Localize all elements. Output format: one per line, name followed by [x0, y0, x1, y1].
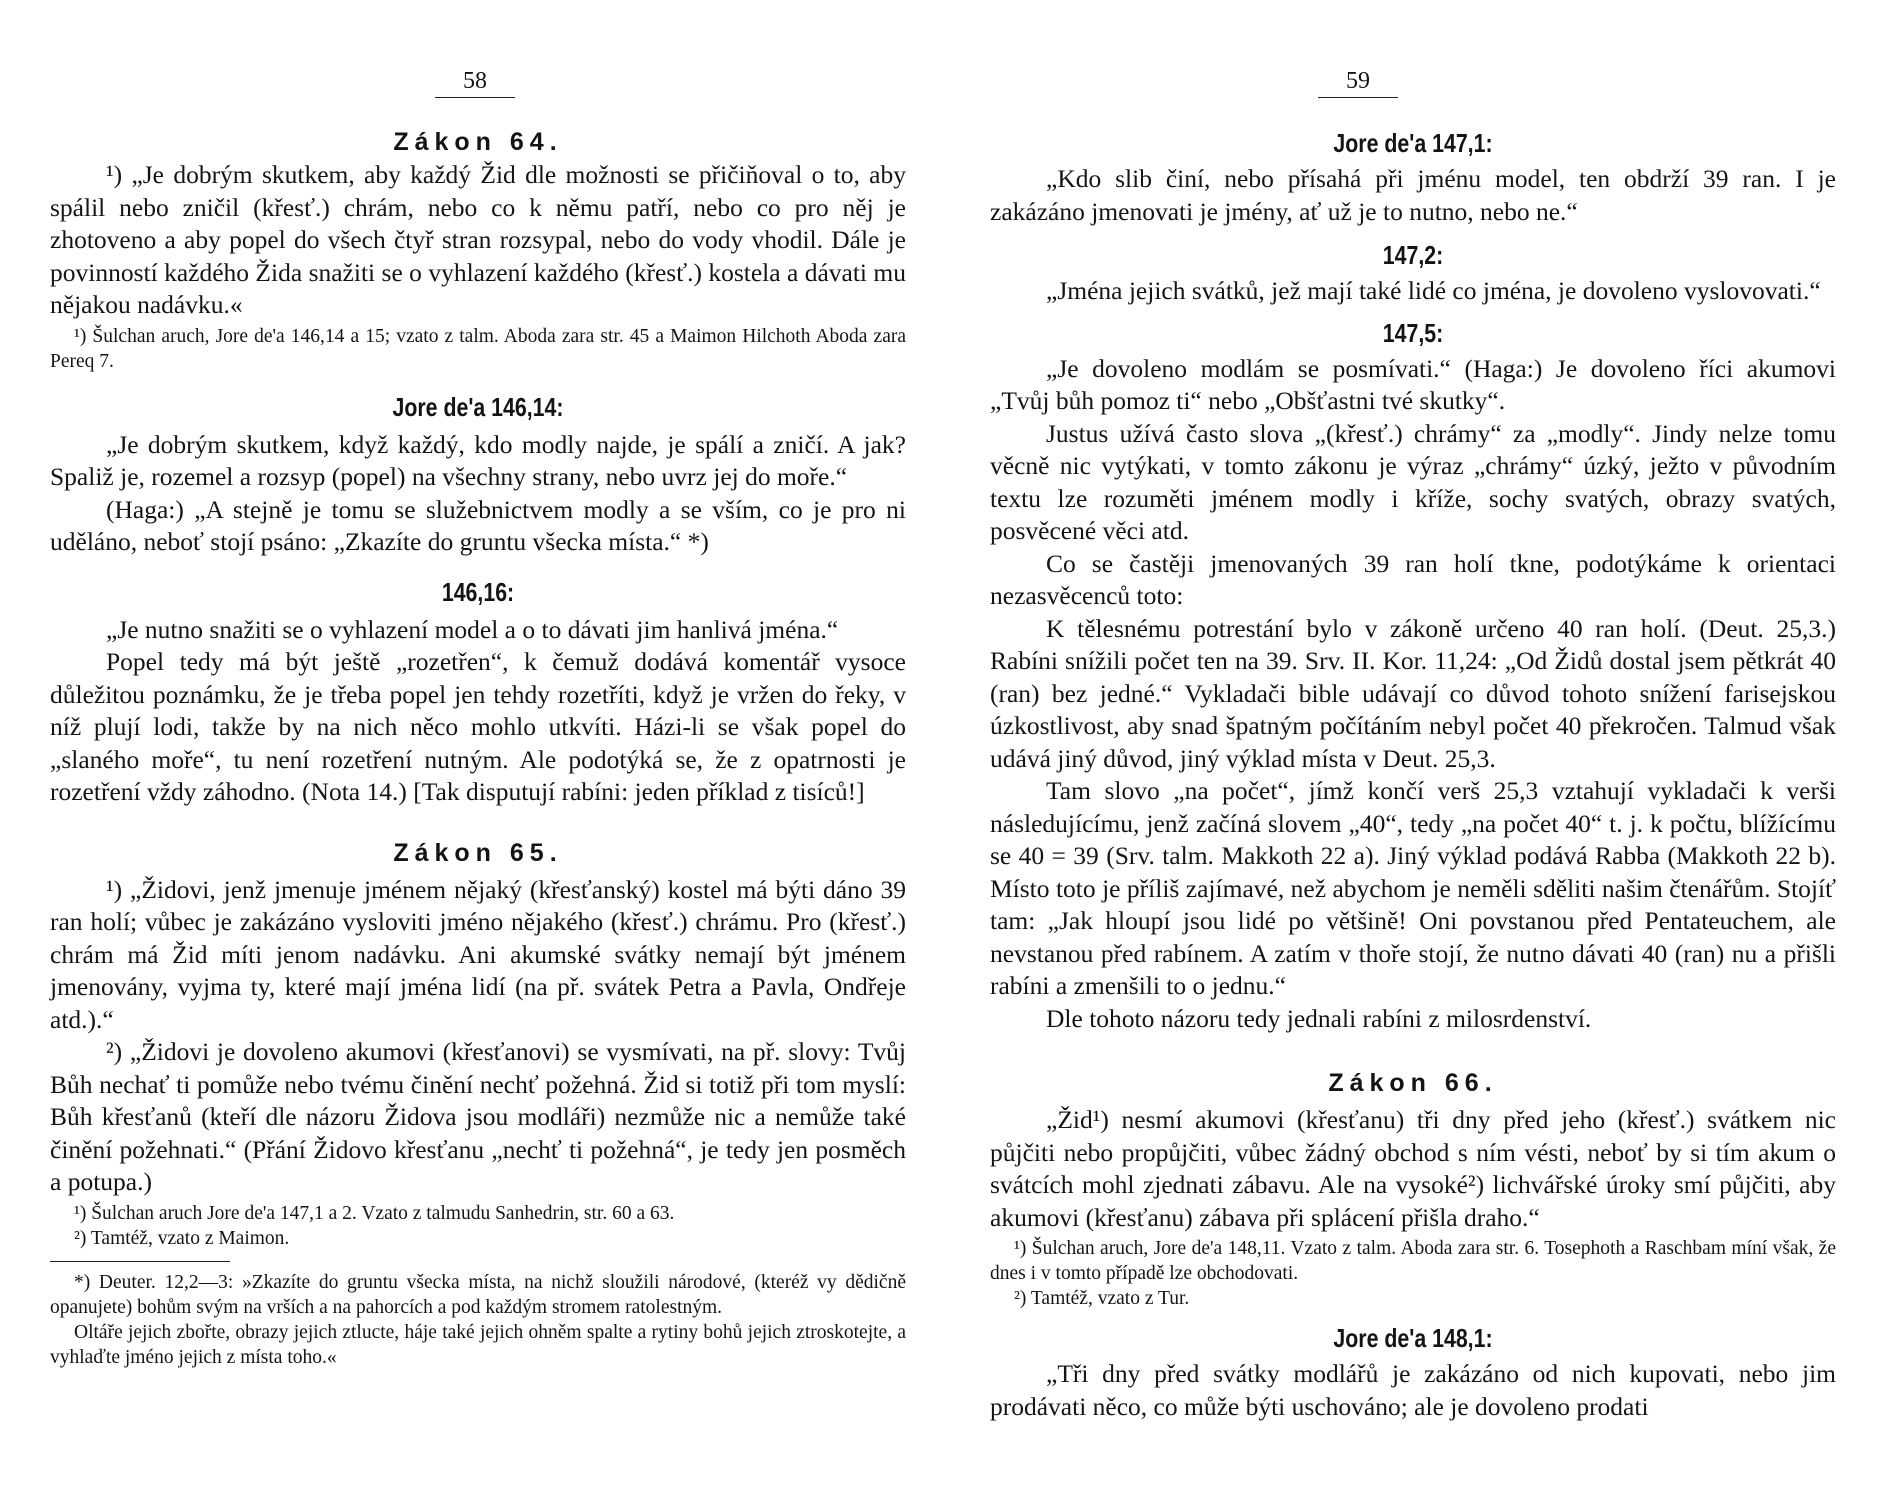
zakon-64-text: ¹) „Je dobrým skutkem, aby každý Žid dle možnosti se přičiňoval o to, aby spálil nebo zničil (křesť.) chrám, nebo co k němu patří, nebo co pro něj je zhotoveno a aby popel do všech čtyř stran rozsypal, nebo do vody vhodil. Dále je povinností každého Žida snažiti se o vyhlazení každého (křesť.) kostela a dávati mu nějakou nadávku.« — [50, 160, 906, 319]
page-number-left: 58 — [435, 68, 515, 98]
heading-zakon-64: Zákon 64. — [393, 128, 563, 156]
jore-146-14-text: „Je dobrým skutkem, když každý, kdo modly najde, je spálí a zničí. A jak? Spaliž je, rozemel a rozsyp (popel) na všechny strany, nebo uvrz jej do moře.“ — [50, 429, 906, 491]
deuteronomy-footnote-1: *) Deuter. 12,2—3: »Zkazíte do gruntu všecka místa, na nichž sloužili národové, (kteréž vy dědičně opanujete) bohům svým na vrších a na pahorcích a pod každým stromem ratolestným. — [50, 1271, 906, 1318]
zakon-64-footnote: ¹) Šulchan aruch, Jore de'a 146,14 a 15; vzato z talm. Aboda zara str. 45 a Maimon Hilchoth Aboda zara Pereq 7. — [50, 325, 906, 372]
heading-147-2: 147,2: — [1382, 240, 1444, 270]
zakon-66-footnote-1: ¹) Šulchan aruch, Jore de'a 148,11. Vzato z talm. Aboda zara str. 6. Tosephoth a Raschbam míní však, že dnes i v tomto případě lze obchodovati. — [990, 1238, 1836, 1284]
zakon-65-footnote-2: ²) Tamtéž, vzato z Maimon. — [74, 1227, 290, 1249]
zakon-66-text: „Žid¹) nesmí akumovi (křesťanu) tři dny před jeho (křesť.) svátkem nic půjčiti nebo propůjčiti, vůbec žádný obchod s ním vésti, neboť by si tím akum o svátcích mohl zjednati zábavu. Ale na vysoké²) lichvářské úroky smí půjčiti, aby akumovi (křesťanu) zábava při splácení přišla draho.“ — [990, 1105, 1836, 1232]
heading-zakon-65: Zákon 65. — [393, 838, 563, 867]
jore-147-1-text: „Kdo slib činí, nebo přísahá při jménu model, ten obdrží 39 ran. I je zakázáno jmenovati je jmény, ať už je to nutno, nebo ne.“ — [990, 164, 1836, 226]
deuteronomy-footnote-2: Oltáře jejich zbořte, obrazy jejich ztlucte, háje také jejich ohněm spalte a rytiny bohů jejich ztroskotejte, a vyhlaďte jméno jejich z místa toho.« — [50, 1321, 906, 1368]
heading-zakon-66: Zákon 66. — [1328, 1069, 1498, 1097]
heading-147-5: 147,5: — [1382, 317, 1444, 348]
orientation-note: Co se častěji jmenovaných 39 ran holí tkne, podotýkáme k orientaci nezasvěcenců toto: — [990, 548, 1836, 610]
heading-jore-148-1: Jore de'a 148,1: — [1333, 1323, 1493, 1353]
zakon-66-footnote-2: ²) Tamtéž, vzato z Tur. — [1014, 1288, 1190, 1309]
jore-147-2-text: „Jména jejich svátků, jež mají také lidé co jména, je dovoleno vyslovovati.“ — [1046, 276, 1821, 305]
heading-jore-146-14: Jore de'a 146,14: — [392, 391, 564, 422]
footnote-divider — [50, 1261, 230, 1262]
jore-147-5-text: „Je dovoleno modlám se posmívati.“ (Haga:) Je dovoleno říci akumovi „Tvůj bůh pomoz ti“ nebo „Obšťastni tvé skutky“. — [990, 353, 1836, 415]
jore-148-1-text: „Tři dny před svátky modlářů je zakázáno od nich kupovati, nebo jim prodávati něco, co může býti uschováno; ale je dovoleno prodati — [990, 1359, 1836, 1421]
justus-commentary: Justus užívá často slova „(křesť.) chrámy“ za „modly“. Jindy nelze tomu věcně nic vytýkati, v tomto zákonu je výraz „chrámy“ úzký, ježto v původním textu lze rozuměti jménem modly i kříže, sochy svatých, obrazy svatých, posvěcené věci atd. — [990, 418, 1836, 545]
right-page — [940, 0, 1880, 1500]
commentary-popel: Popel tedy má být ještě „rozetřen“, k čemuž dodává komentář vysoce důležitou poznámku, že je třeba popel jen tehdy rozetříti, když je vržen do řeky, v níž plují lodi, takže by na nich něco mohlo utkvíti. Házi-li se však popel do „slaného moře“, tu není rozetření nutným. Ale podotýká se, že z opatrnosti je rozetření vždy záhodno. (Nota 14.) [Tak disputují rabíni: jeden příklad z tisíců!] — [50, 647, 906, 806]
left-column — [50, 128, 906, 1370]
page-number-right: 59 — [1318, 68, 1398, 98]
jore-146-14-haga: (Haga:) „A stejně je tomu se služebnictvem modly a se vším, co je pro ni uděláno, neboť stojí psáno: „Zkazíte do gruntu všecka místa.“ *) — [50, 494, 906, 556]
right-column — [990, 128, 1836, 1423]
zakon-65-text-1: ¹) „Židovi, jenž jmenuje jménem nějaký (křesťanský) kostel má býti dáno 39 ran holí; vůbec je zakázáno vysloviti jméno nějakého (křesť.) chrámu. Pro (křesť.) chrám má Žid míti jenom nadávku. Ani akumské svátky nemají být jménem jmenovány, vyjma ty, které mají jména lidí (na př. svátek Petra a Pavla, Ondřeje atd.).“ — [50, 874, 906, 1034]
heading-jore-147-1: Jore de'a 147,1: — [1333, 128, 1493, 158]
zakon-65-text-2: ²) „Židovi je dovoleno akumovi (křesťanovi) se vysmívati, na př. slovy: Tvůj Bůh nechať ti pomůže nebo tvému činění nechť požehná. Žid si totiž při tom myslí: Bůh křesťanů (kteří dle názoru Židova jsou modláři) nezmůže nic a nemůže také činění požehnati.“ (Přání Židovo křesťanu „nechť ti požehná“, je tedy jen posměch a potupa.) — [50, 1037, 906, 1196]
na-pocet-text: Tam slovo „na počet“, jímž končí verš 25,3 vztahují vykladači k verši následujícímu, jenž začíná slovem „40“, tedy „na počet 40“ t. j. k počtu, blížícímu se 40 = 39 (Srv. talm. Makkoth 22 a). Jiný výklad podává Rabba (Makkoth 22 b). Místo toto je příliš zajímavé, než abychom je neměli sděliti našim čtenářům. Stojíť tam: „Jak hloupí jsou lidé po většině! Oni povstanou před Pentateuchem, ale nevstanou před rabínem. A zatím v thoře stojí, že nutno dávati 40 (ran) nu a přišli rabíni a zmenšili to o jednu.“ — [990, 776, 1836, 1000]
conclusion-text: Dle tohoto názoru tedy jednali rabíni z milosrdenství. — [1046, 1003, 1592, 1033]
jore-146-16-text: „Je nutno snažiti se o vyhlazení model a o to dávati jim hanlivá jména.“ — [106, 614, 839, 644]
forty-lashes-text: K tělesnému potrestání bylo v zákoně určeno 40 ran holí. (Deut. 25,3.) Rabíni snížili počet ten na 39. Srv. II. Kor. 11,24: „Od Židů dostal jsem pětkrát 40 (ran) bez jedné.“ Vykladači bible udávají co důvod tohoto snížení farisejskou úzkostlivost, aby snad špatným počítáním nebyl počet 40 překročen. Talmud však udává jiný důvod, jiný výklad místa v Deut. 25,3. — [990, 613, 1836, 773]
heading-146-16: 146,16: — [441, 576, 515, 607]
zakon-65-footnote-1: ¹) Šulchan aruch Jore de'a 147,1 a 2. Vzato z talmudu Sanhedrin, str. 60 a 63. — [74, 1202, 675, 1224]
